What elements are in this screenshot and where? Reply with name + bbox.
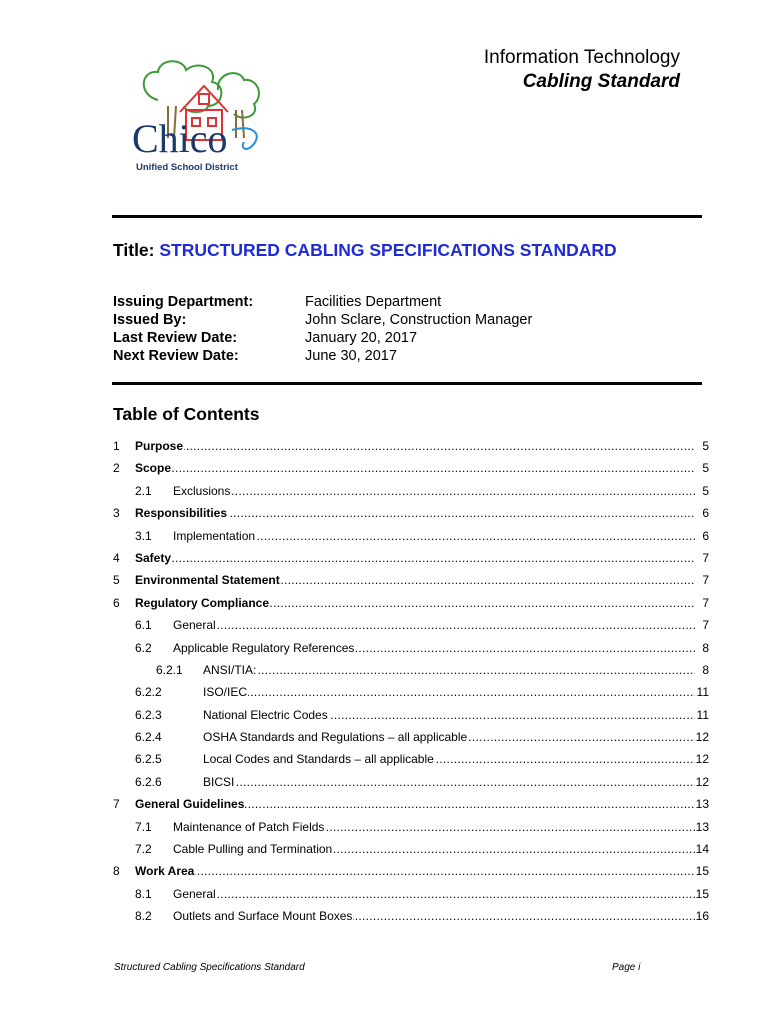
toc-leader-dots: [203, 681, 695, 703]
toc-entry-label[interactable]: Cable Pulling and Termination: [173, 838, 333, 860]
toc-entry-label[interactable]: Applicable Regulatory References: [173, 637, 355, 659]
meta-label: Last Review Date:: [113, 330, 238, 346]
toc-entry-page[interactable]: 6: [701, 525, 709, 547]
toc-entry-label[interactable]: Implementation: [173, 525, 256, 547]
toc-entry-label[interactable]: National Electric Codes: [203, 704, 329, 726]
table-of-contents: [113, 435, 709, 928]
toc-entry-page[interactable]: 13: [695, 816, 709, 838]
toc-entry-label[interactable]: Outlets and Surface Mount Boxes: [173, 905, 353, 927]
meta-label: Next Review Date:: [113, 348, 239, 364]
meta-label: Issued By:: [113, 312, 187, 328]
toc-entry-page[interactable]: 13: [695, 793, 709, 815]
toc-entry-number: 6.1: [135, 618, 152, 633]
toc-entry[interactable]: [113, 480, 709, 502]
toc-entry[interactable]: [113, 547, 709, 569]
toc-entry-label[interactable]: Work Area: [135, 860, 195, 882]
toc-entry-number: 7.1: [135, 819, 152, 834]
toc-entry-label[interactable]: ISO/IEC: [203, 681, 248, 703]
toc-entry[interactable]: [113, 816, 709, 838]
toc-entry-label[interactable]: BICSI: [203, 771, 235, 793]
toc-entry-number: 3: [113, 506, 120, 521]
toc-leader-dots: [135, 435, 695, 457]
toc-entry-page[interactable]: 5: [701, 457, 709, 479]
toc-entry-number: 1: [113, 439, 120, 453]
title-value: STRUCTURED CABLING SPECIFICATIONS STANDARD: [159, 240, 617, 260]
toc-entry-label[interactable]: General Guidelines: [135, 793, 245, 815]
meta-label: Issuing Department:: [113, 294, 254, 310]
toc-entry[interactable]: [113, 704, 709, 726]
toc-leader-dots: [173, 614, 695, 636]
toc-entry[interactable]: [113, 502, 709, 524]
footer-page: Page i: [612, 962, 641, 973]
toc-entry-number: 2.1: [135, 483, 152, 498]
toc-entry[interactable]: [113, 726, 709, 748]
toc-entry-number: 6.2.3: [135, 707, 162, 722]
toc-entry[interactable]: [113, 748, 709, 770]
toc-leader-dots: [135, 547, 695, 569]
toc-heading: Table of Contents: [113, 404, 260, 424]
toc-entry-label[interactable]: OSHA Standards and Regulations – all applicable: [203, 726, 468, 748]
toc-entry-number: 4: [113, 550, 120, 565]
toc-entry-label[interactable]: Regulatory Compliance: [135, 592, 270, 614]
toc-entry-page[interactable]: 11: [696, 681, 709, 703]
toc-entry-number: 7: [113, 797, 120, 812]
toc-leader-dots: [173, 883, 695, 905]
toc-entry[interactable]: [113, 883, 709, 905]
title-label: Title:: [113, 240, 155, 260]
toc-entry-page[interactable]: 6: [701, 502, 709, 524]
toc-entry-label[interactable]: Purpose: [135, 435, 184, 457]
toc-entry-page[interactable]: 12: [695, 726, 709, 748]
toc-entry-page[interactable]: 15: [695, 860, 709, 882]
toc-entry-page[interactable]: 14: [695, 838, 709, 860]
toc-entry-number: 5: [113, 573, 120, 588]
footer-title: Structured Cabling Specifications Standard: [114, 962, 305, 973]
toc-entry-number: 6: [113, 595, 120, 610]
divider-top: [112, 215, 702, 218]
toc-entry[interactable]: [113, 614, 709, 636]
meta-row: [113, 329, 532, 347]
district-logo: [128, 50, 276, 178]
toc-entry-number: 8.2: [135, 909, 152, 924]
toc-entry-label[interactable]: Safety: [135, 547, 172, 569]
toc-entry-number: 6.2.2: [135, 685, 162, 700]
toc-entry-label[interactable]: Environmental Statement: [135, 569, 281, 591]
toc-entry[interactable]: [113, 681, 709, 703]
toc-entry-page[interactable]: 7: [701, 592, 709, 614]
logo-subtitle: Unified School District: [136, 162, 238, 173]
toc-entry-page[interactable]: 15: [695, 883, 709, 905]
toc-entry[interactable]: [113, 659, 709, 681]
toc-entry-page[interactable]: 5: [701, 480, 709, 502]
toc-entry-page[interactable]: 5: [701, 435, 709, 457]
toc-entry[interactable]: [113, 569, 709, 591]
meta-value: John Sclare, Construction Manager: [305, 312, 533, 328]
toc-entry-label[interactable]: ANSI/TIA:: [203, 659, 257, 681]
toc-entry[interactable]: [113, 793, 709, 815]
divider-middle: [112, 382, 702, 385]
toc-entry-page[interactable]: 12: [695, 748, 709, 770]
toc-entry-number: 6.2: [135, 640, 152, 655]
document-header: [484, 46, 680, 94]
toc-entry[interactable]: [113, 525, 709, 547]
toc-entry-page[interactable]: 11: [696, 704, 709, 726]
toc-entry-number: 2: [113, 461, 120, 476]
toc-entry[interactable]: [113, 435, 709, 457]
meta-value: June 30, 2017: [305, 348, 397, 364]
toc-entry-page[interactable]: 8: [701, 659, 709, 681]
toc-entry-number: 6.2.6: [135, 774, 162, 789]
toc-entry-label[interactable]: General: [173, 883, 217, 905]
toc-entry-page[interactable]: 12: [695, 771, 709, 793]
meta-value: Facilities Department: [305, 294, 442, 310]
toc-entry-number: 6.2.1: [156, 662, 183, 677]
toc-entry[interactable]: [113, 771, 709, 793]
toc-entry-page[interactable]: 7: [701, 547, 709, 569]
toc-entry[interactable]: [113, 860, 709, 882]
toc-leader-dots: [173, 480, 695, 502]
toc-entry-label[interactable]: Responsibilities: [135, 502, 228, 524]
toc-entry-number: 7.2: [135, 842, 152, 857]
meta-row: [113, 347, 532, 365]
toc-entry-number: 6.2.4: [135, 730, 162, 745]
toc-entry-label[interactable]: Local Codes and Standards – all applicable: [203, 748, 435, 770]
toc-entry-number: 3.1: [135, 528, 152, 543]
toc-entry-number: 8.1: [135, 886, 152, 901]
toc-leader-dots: [135, 457, 695, 479]
toc-entry-page[interactable]: 7: [701, 614, 709, 636]
header-doc-type: Cabling Standard: [522, 71, 680, 92]
meta-value: January 20, 2017: [305, 330, 418, 346]
toc-entry[interactable]: [113, 637, 709, 659]
toc-leader-dots: [203, 771, 695, 793]
document-title: [113, 240, 617, 261]
toc-entry[interactable]: [113, 592, 709, 614]
toc-leader-dots: [203, 659, 695, 681]
toc-entry-number: 6.2.5: [135, 752, 162, 767]
meta-row: [113, 293, 532, 311]
toc-entry-page[interactable]: 8: [701, 637, 709, 659]
toc-entry[interactable]: [113, 905, 709, 927]
toc-entry-label[interactable]: Exclusions: [173, 480, 231, 502]
toc-entry-label[interactable]: General: [173, 614, 217, 636]
toc-entry[interactable]: [113, 457, 709, 479]
logo-wordmark: Chico: [132, 116, 228, 161]
toc-entry-label[interactable]: Scope: [135, 457, 172, 479]
toc-entry-number: 8: [113, 864, 120, 879]
toc-entry-page[interactable]: 16: [695, 905, 709, 927]
toc-entry-page[interactable]: 7: [701, 569, 709, 591]
header-department: Information Technology: [483, 47, 680, 68]
toc-leader-dots: [135, 860, 695, 882]
meta-row: [113, 311, 532, 329]
document-meta: [113, 293, 532, 365]
toc-entry-label[interactable]: Maintenance of Patch Fields: [173, 816, 325, 838]
toc-entry[interactable]: [113, 838, 709, 860]
